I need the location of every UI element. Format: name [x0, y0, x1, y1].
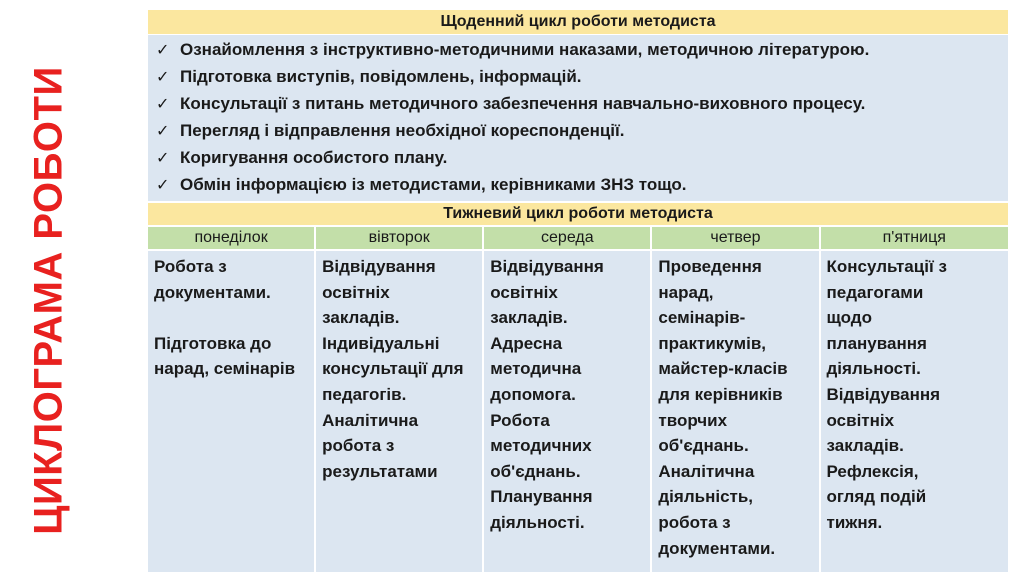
list-item [156, 118, 1002, 145]
check-icon: ✓ [156, 123, 170, 140]
list-item [156, 145, 1002, 172]
check-icon: ✓ [156, 69, 170, 86]
day-cell-wednesday: Відвідування освітніх закладів. Адресна методична допомога. Робота методичних об'єднань. Планування діяльності. [483, 250, 651, 572]
list-item [156, 172, 1002, 199]
day-header-monday: понеділок [148, 226, 315, 250]
day-header-thursday: четвер [651, 226, 819, 250]
list-item-text: Підготовка виступів, повідомлень, інформацій. [180, 67, 582, 86]
check-icon: ✓ [156, 177, 170, 194]
list-item-text: Перегляд і відправлення необхідної кореспонденції. [180, 121, 625, 140]
check-icon: ✓ [156, 42, 170, 59]
day-cell-thursday: Проведення нарад, семінарів- практикумів, майстер-класів для керівників творчих об'єднань. Аналітична діяльність, робота з документами. [651, 250, 819, 572]
day-cell-monday: Робота з документами. Підготовка до нарад, семінарів [148, 250, 315, 572]
cyclogram-table [148, 10, 1008, 572]
list-item [156, 91, 1002, 118]
list-item-text: Обмін інформацією із методистами, керівниками ЗНЗ тощо. [180, 175, 687, 194]
list-item-text: Ознайомлення з інструктивно-методичними наказами, методичною літературою. [180, 40, 870, 59]
daily-cycle-header: Щоденний цикл роботи методиста [148, 10, 1008, 34]
side-title-text: ЦИКЛОГРАМА РОБОТИ [26, 65, 71, 535]
list-item-text: Консультації з питань методичного забезпечення навчально-виховного процесу. [180, 94, 866, 113]
side-title [16, 40, 82, 560]
day-header-wednesday: середа [483, 226, 651, 250]
list-item [156, 37, 1002, 64]
day-header-tuesday: вівторок [315, 226, 483, 250]
weekly-cycle-header: Тижневий цикл роботи методиста [148, 201, 1008, 225]
list-item-text: Коригування особистого плану. [180, 148, 448, 167]
day-header-friday: п'ятниця [820, 226, 1008, 250]
list-item [156, 64, 1002, 91]
day-cell-tuesday: Відвідування освітніх закладів. Індивідуальні консультації для педагогів. Аналітична робота з результатами [315, 250, 483, 572]
check-icon: ✓ [156, 96, 170, 113]
day-header-row [148, 226, 1008, 250]
weekly-cycle-table [148, 225, 1008, 572]
check-icon: ✓ [156, 150, 170, 167]
day-cell-friday: Консультації з педагогами щодо планування діяльності. Відвідування освітніх закладів. Рефлексія, огляд подій тижня. [820, 250, 1008, 572]
daily-cycle-list [148, 34, 1008, 201]
table-row [148, 250, 1008, 572]
